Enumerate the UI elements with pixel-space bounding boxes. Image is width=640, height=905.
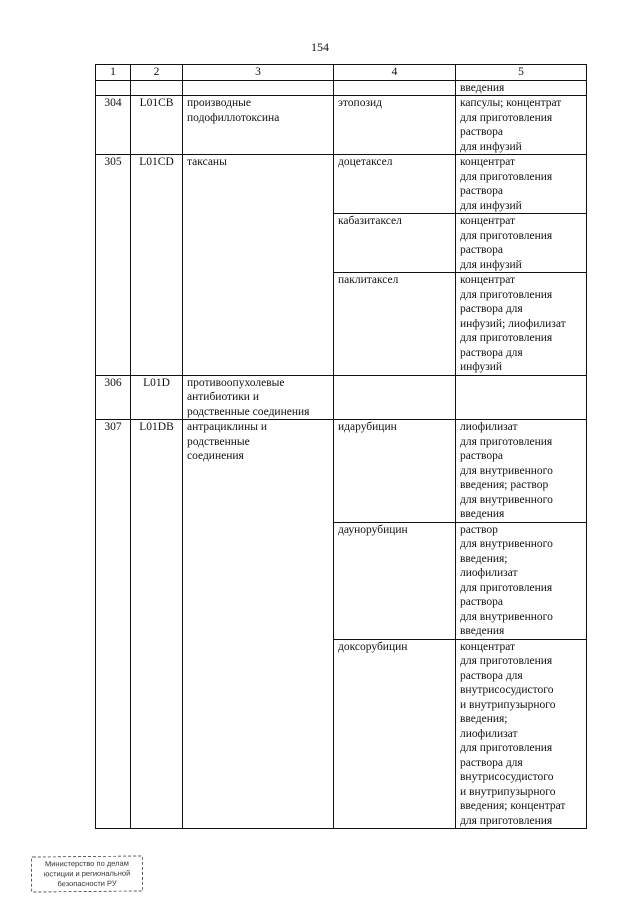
table-row: [96, 96, 587, 155]
table-cell: [334, 80, 456, 96]
row-number: 306: [96, 375, 131, 420]
ministry-stamp: [31, 856, 143, 893]
table-row: [96, 375, 587, 420]
column-header: 4: [334, 65, 456, 81]
drug-name: доцетаксел: [334, 155, 456, 214]
atc-group-name: противоопухолевые антибиотики и родственные соединения: [183, 375, 334, 420]
dosage-form: концентрат для приготовления раствора для инфузий: [456, 214, 587, 273]
stamp-line: безопасности РУ: [57, 878, 117, 889]
atc-code: L01CB: [131, 96, 183, 155]
table-cell: [96, 80, 131, 96]
atc-group-name: производные подофиллотоксина: [183, 96, 334, 155]
dosage-form: [456, 375, 587, 420]
table-header-row: [96, 65, 587, 81]
column-header: 1: [96, 65, 131, 81]
drug-name: этопозид: [334, 96, 456, 155]
drug-name: идарубицин: [334, 420, 456, 523]
column-header: 2: [131, 65, 183, 81]
dosage-form: концентрат для приготовления раствора для инфузий; лиофилизат для приготовления раствора для инфузий: [456, 273, 587, 376]
drug-name: [334, 375, 456, 420]
dosage-form: лиофилизат для приготовления раствора для внутривенного введения; раствор для внутривенного введения: [456, 420, 587, 523]
dosage-form: концентрат для приготовления раствора для внутрисосудистого и внутрипузырного введения; лиофилизат для приготовления раствора для внутрисосудистого и внутрипузырного введения; концентрат для приготовления: [456, 639, 587, 829]
table-row: [96, 420, 587, 523]
atc-code: L01DB: [131, 420, 183, 829]
dosage-form: капсулы; концентрат для приготовления раствора для инфузий: [456, 96, 587, 155]
table-row: [96, 155, 587, 214]
stamp-line: юстиции и региональной: [43, 868, 131, 879]
dosage-form: концентрат для приготовления раствора для инфузий: [456, 155, 587, 214]
table-cell: [131, 80, 183, 96]
row-number: 305: [96, 155, 131, 376]
atc-code: L01CD: [131, 155, 183, 376]
atc-code: L01D: [131, 375, 183, 420]
continuation-row: [96, 80, 587, 96]
row-number: 307: [96, 420, 131, 829]
row-number: 304: [96, 96, 131, 155]
drug-name: паклитаксел: [334, 273, 456, 376]
table-cell: введения: [456, 80, 587, 96]
drug-table: [95, 64, 587, 829]
drug-name: даунорубицин: [334, 522, 456, 639]
drug-name: кабазитаксел: [334, 214, 456, 273]
table-cell: [183, 80, 334, 96]
column-header: 3: [183, 65, 334, 81]
atc-group-name: антрациклины и родственные соединения: [183, 420, 334, 829]
atc-group-name: таксаны: [183, 155, 334, 376]
stamp-line: Министерство по делам: [44, 858, 129, 869]
dosage-form: раствор для внутривенного введения; лиофилизат для приготовления раствора для внутривенного введения: [456, 522, 587, 639]
column-header: 5: [456, 65, 587, 81]
page-number: 154: [311, 40, 329, 54]
drug-name: доксорубицин: [334, 639, 456, 829]
